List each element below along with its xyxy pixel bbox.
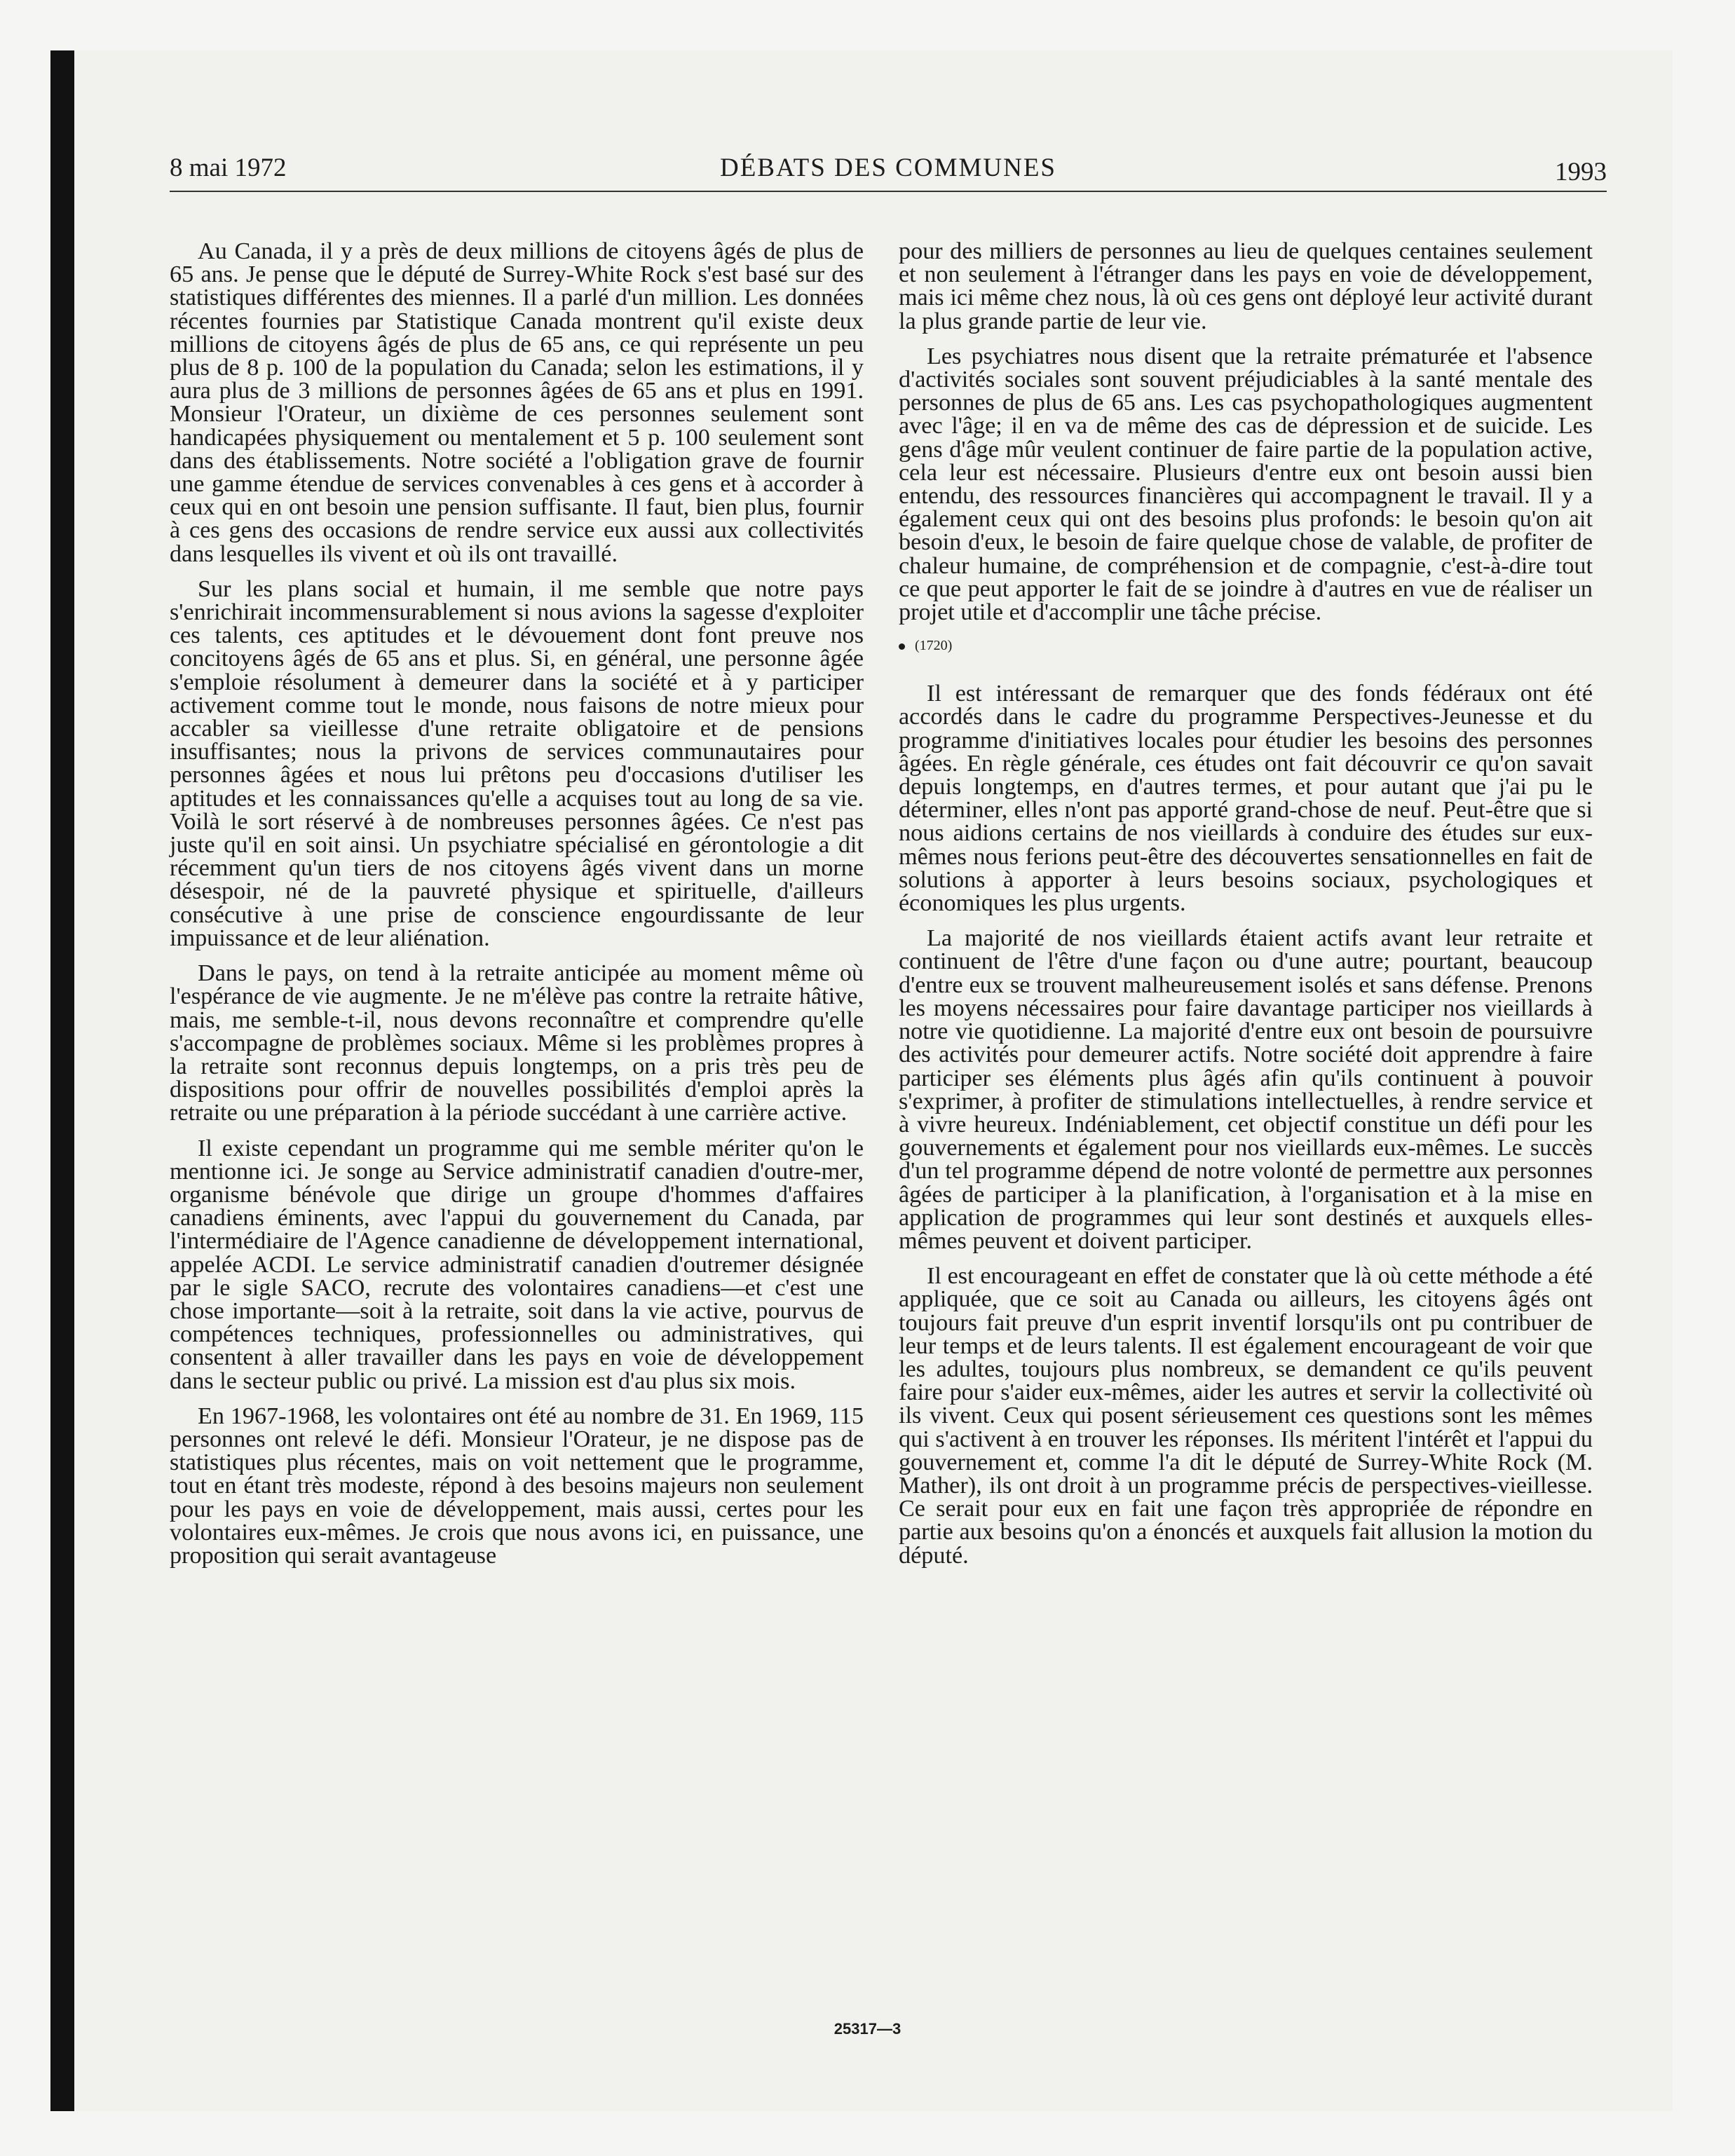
header-date: 8 mai 1972: [170, 153, 287, 182]
paragraph: Au Canada, il y a près de deux millions de citoyens âgés de plus de 65 ans. Je pense que le député de Surrey-White Rock s'est basé sur des statistiques différentes des miennes. Il a parlé d'un million. Les données récentes fournies par Statistique Canada montrent qu'il existe deux millions de citoyens âgés de plus de 65 ans, ce qui représente un peu plus de 8 p. 100 de la population du Canada; selon les estimations, il y aura plus de 3 millions de personnes âgées de 65 ans et plus en 1991. Monsieur l'Orateur, un dixième de ces personnes seulement sont handicapées physiquement ou mentalement et 5 p. 100 seulement sont dans des établissements. Notre société a l'obligation grave de fournir une gamme étendue de services convenables à ces gens et à accorder à ceux qui en ont besoin une pension suffisante. Il faut, bien plus, fournir à ces gens des occasions de rendre service eux aussi aux collectivités dans lesquelles ils vivent et où ils ont travaillé.: [170, 238, 864, 567]
header-page-number: 1993: [1555, 158, 1607, 186]
right-column: [899, 240, 1593, 1579]
paragraph: La majorité de nos vieillards étaient actifs avant leur retraite et continuent de l'être d'une façon ou d'une autre; pourtant, beaucoup d'entre eux se trouvent malheureusement isolés et sans défense. Prenons les moyens nécessaires pour faire davantage participer nos vieillards à notre vie quotidienne. La majorité d'entre eux ont besoin de poursuivre des activités pour demeurer actifs. Notre société doit apprendre à faire participer ses éléments plus âgés afin qu'ils continuent à pouvoir s'exprimer, à profiter de stimulations intellectuelles, à rendre service et à vivre heureux. Indéniablement, cet objectif constitue un défi pour les gouvernements et également pour nos vieillards eux-mêmes. Le succès d'un tel programme dépend de notre volonté de permettre aux personnes âgées de participer à la planification, à l'organisation et à la mise en application de programmes qui leur sont destinés et auxquels elles-mêmes peuvent et doivent participer.: [899, 925, 1593, 1254]
paragraph: En 1967-1968, les volontaires ont été au nombre de 31. En 1969, 115 personnes ont relevé le défi. Monsieur l'Orateur, je ne dispose pas de statistiques plus récentes, mais on voit nettement que le programme, tout en étant très modeste, répond à des besoins majeurs non seulement pour les pays en voie de développement, mais aussi, certes pour les volontaires eux-mêmes. Je crois que nous avons ici, en puissance, une proposition qui serait avantageuse: [170, 1403, 864, 1569]
paragraph: Dans le pays, on tend à la retraite anticipée au moment même où l'espérance de vie augmente. Je ne m'élève pas contre la retraite hâtive, mais, me semble-t-il, nous devons reconnaître et comprendre qu'elle s'accompagne de problèmes sociaux. Même si les problèmes propres à la retraite sont reconnus depuis longtemps, on a pris très peu de dispositions pour offrir de nouvelles possibilités d'emploi après la retraite ou une préparation à la période succédant à une carrière active.: [170, 960, 864, 1126]
paragraph: Les psychiatres nous disent que la retraite prématurée et l'absence d'activités sociales sont souvent préjudiciables à la santé mentale des personnes de plus de 65 ans. Les cas psychopathologiques augmentent avec l'âge; il en va de même des cas de dépression et de suicide. Les gens d'âge mûr veulent continuer de faire partie de la population active, cela leur est nécessaire. Plusieurs d'entre eux ont besoin aussi bien entendu, des ressources financières qui accompagnent le travail. Il y a également ceux qui ont des besoins plus profonds: le besoin qu'on ait besoin d'eux, le besoin de faire quelque chose de valable, de profiter de chaleur humaine, de compréhension et de compagnie, c'est-à-dire tout ce que peut apporter le fait de se joindre à d'autres en vue de réaliser un projet utile et d'accomplir une tâche précise.: [899, 343, 1593, 626]
paragraph: pour des milliers de personnes au lieu de quelques centaines seulement et non seulement à l'étranger dans les pays en voie de développement, mais ici même chez nous, là où ces gens ont déployé leur activité durant la plus grande partie de leur vie.: [899, 238, 1593, 334]
header-title: DÉBATS DES COMMUNES: [719, 153, 1056, 182]
scan-binding-edge: [50, 50, 74, 2111]
time-marker: [899, 636, 1593, 655]
paragraph: Sur les plans social et humain, il me semble que notre pays s'enrichirait incommensurablement si nous avions la sagesse d'exploiter ces talents, ces aptitudes et le dévouement dont font preuve nos concitoyens âgés de 65 ans et plus. Si, en général, une personne âgée s'emploie résolument à demeurer dans la société et à y participer activement comme tout le monde, nous faisons de notre mieux pour accabler sa vieillesse d'une retraite obligatoire et de pensions insuffisantes; nous la privons de services communautaires pour personnes âgées et nous lui prêtons peu d'occasions d'utiliser les aptitudes et les connaissances qu'elle a acquises tout au long de sa vie. Voilà le sort réservé à de nombreuses personnes âgées. Ce n'est pas juste qu'il en soit ainsi. Un psychiatre spécialisé en gérontologie a dit récemment qu'un tiers de nos citoyens âgés vivent dans un morne désespoir, né de la pauvreté physique et spirituelle, d'ailleurs consécutive à une prise de conscience engourdissante de leur impuissance et de leur aliénation.: [170, 575, 864, 951]
left-column: [170, 240, 864, 1579]
paragraph: Il existe cependant un programme qui me semble mériter qu'on le mentionne ici. Je songe au Service administratif canadien d'outre-mer, organisme bénévole que dirige un groupe d'hommes d'affaires canadiens éminents, avec l'appui du gouvernement du Canada, par l'intermédiaire de l'Agence canadienne de développement international, appelée ACDI. Le service administratif canadien d'outremer désignée par le sigle SACO, recrute des volontaires canadiens—et c'est une chose importante—soit à la retraite, soit dans la vie active, pourvus de compétences techniques, professionnelles ou administratives, qui consentent à aller travailler dans les pays en voie de développement dans le secteur public ou privé. La mission est d'au plus six mois.: [170, 1135, 864, 1394]
time-marker-text: (1720): [915, 638, 953, 654]
paragraph: Il est encourageant en effet de constater que là où cette méthode a été appliquée, que ce soit au Canada ou ailleurs, les citoyens âgés ont toujours fait preuve d'un esprit inventif lorsqu'ils ont pu contribuer de leur temps et de leurs talents. Il est également encourageant de voir que les adultes, toujours plus nombreux, se demandent ce qu'ils peuvent faire pour s'aider eux-mêmes, aider les autres et servir la collectivité où ils vivent. Ceux qui posent sérieusement ces questions sont les mêmes qui s'activent à en trouver les réponses. Ils méritent l'intérêt et l'appui du gouvernement et, comme l'a dit le député de Surrey-White Rock (M. Mather), ils ont droit à un programme précis de perspectives-vieillesse. Ce serait pour eux en fait une façon très appropriée de répondre en partie aux besoins qu'on a énoncés et auxquels fait allusion la motion du député.: [899, 1263, 1593, 1569]
bullet-dot-icon: [899, 643, 905, 650]
page-footer-code: 25317—3: [834, 2020, 901, 2038]
page-header: [170, 147, 1607, 192]
paragraph: Il est intéressant de remarquer que des fonds fédéraux ont été accordés dans le cadre du programme Perspectives-Jeunesse et du programme d'initiatives locales pour étudier les besoins des personnes âgées. En règle générale, ces études ont fait découvrir ce qu'on savait depuis longtemps, en d'autres termes, et pour autant que j'ai pu le déterminer, elles n'ont pas apporté grand-chose de neuf. Peut-être que si nous aidions certains de nos vieillards à conduire des études sur eux-mêmes nous ferions peut-être des découvertes sensationnelles en fait de solutions à apporter à leurs besoins sociaux, psychologiques et économiques les plus urgents.: [899, 681, 1593, 917]
